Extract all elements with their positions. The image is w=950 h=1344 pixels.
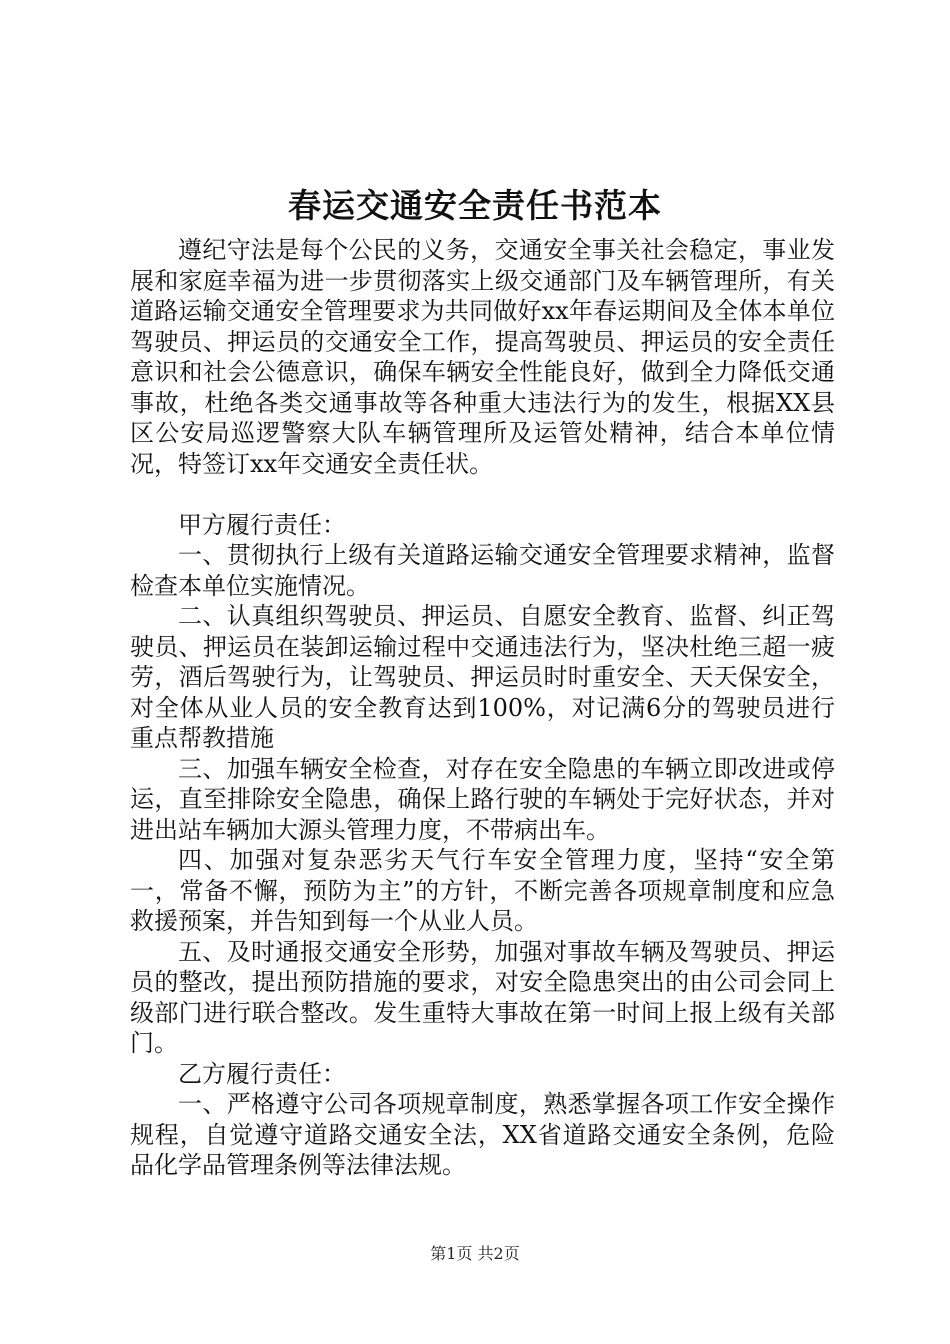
section-heading-party-b: 乙方履行责任： — [178, 1059, 346, 1088]
document-title: 春运交通安全责任书范本 — [288, 186, 662, 225]
paragraph-intro: 遵纪守法是每个公民的义务，交通安全事关社会稳定，事业发展和家庭幸福为进一步贯彻落实上级交通部门及车辆管理所，有关道路运输交通安全管理要求为共同做好xx年春运期间及全体本单位驾驶员、押运员的交通安全工作，提高驾驶员、押运员的安全责任意识和社会公德意识，确保车辆安全性能良好，做到全力降低交通事故，杜绝各类交通事故等各种重大违法行为的发生，根据XX县区公安局巡逻警察大队车辆管理所及运管处精神，结合本单位情况，特签订xx年交通安全责任状。 — [130, 236, 835, 478]
paragraph-party-a-3: 三、加强车辆安全检查，对存在安全隐患的车辆立即改进或停运，直至排除安全隐患，确保上路行驶的车辆处于完好状态，并对进出站车辆加大源头管理力度，不带病出车。 — [130, 754, 835, 844]
paragraph-party-a-5: 五、及时通报交通安全形势，加强对事故车辆及驾驶员、押运员的整改，提出预防措施的要求，对安全隐患突出的由公司会同上级部门进行联合整改。发生重特大事故在第一时间上报上级有关部门。 — [130, 937, 835, 1057]
section-heading-party-a: 甲方履行责任： — [178, 510, 346, 539]
paragraph-party-a-1: 一、贯彻执行上级有关道路运输交通安全管理要求精神，监督检查本单位实施情况。 — [130, 541, 835, 600]
paragraph-party-b-1: 一、严格遵守公司各项规章制度，熟悉掌握各项工作安全操作规程，自觉遵守道路交通安全法，XX省道路交通安全条例，危险品化学品管理条例等法律法规。 — [130, 1090, 835, 1179]
paragraph-spacer — [130, 479, 835, 510]
paragraph-party-a-4: 四、加强对复杂恶劣天气行车安全管理力度，坚持“安全第一，常备不懈，预防为主”的方针，不断完善各项规章制度和应急救援预案，并告知到每一个从业人员。 — [130, 846, 835, 935]
document-body — [130, 235, 835, 1181]
page-number-footer: 第1页 共2页 — [430, 1244, 520, 1263]
paragraph-party-a-2: 二、认真组织驾驶员、押运员、自愿安全教育、监督、纠正驾驶员、押运员在装卸运输过程中交通违法行为，坚决杜绝三超一疲劳，酒后驾驶行为，让驾驶员、押运员时时重安全、天天保安全，对全体从业人员的安全教育达到100%，对记满6分的驾驶员进行重点帮教措施 — [130, 602, 835, 752]
